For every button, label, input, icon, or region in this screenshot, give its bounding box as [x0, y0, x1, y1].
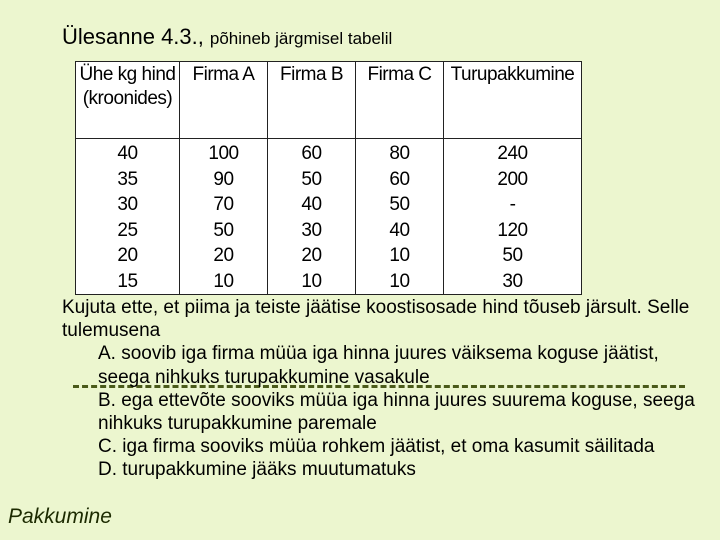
cell-market: -: [444, 192, 582, 218]
cell-firm-c: 40: [356, 218, 444, 244]
header-market-supply: Turupakkumine: [444, 62, 582, 139]
table-header-row: [76, 62, 582, 139]
cell-firm-b: 60: [268, 139, 356, 167]
cell-market: 30: [444, 269, 582, 295]
cell-firm-a: 100: [180, 139, 268, 167]
cell-market: 50: [444, 243, 582, 269]
cell-price: 15: [76, 269, 180, 295]
table-row: [76, 218, 582, 244]
option-b: B. ega ettevõte sooviks müüa iga hinna juures suurema koguse, seega nihkuks turupakkumine paremale: [98, 389, 695, 435]
cell-market: 120: [444, 218, 582, 244]
cell-firm-b: 40: [268, 192, 356, 218]
cell-price: 25: [76, 218, 180, 244]
header-price: Ühe kg hind (kroonides): [76, 62, 180, 139]
option-d: D. turupakkumine jääks muutumatuks: [98, 459, 416, 481]
supply-table: [75, 61, 582, 295]
cell-price: 20: [76, 243, 180, 269]
cell-price: 30: [76, 192, 180, 218]
slide-title: [62, 24, 392, 50]
task-number: Ülesanne 4.3.,: [62, 24, 204, 49]
cell-firm-b: 30: [268, 218, 356, 244]
task-subtitle: põhineb järgmisel tabelil: [209, 29, 393, 48]
cell-price: 35: [76, 167, 180, 193]
slide-footer: Pakkumine: [8, 505, 112, 528]
header-firm-b: Firma B: [268, 62, 356, 139]
header-firm-c: Firma C: [356, 62, 444, 139]
table-row: [76, 269, 582, 295]
option-c: C. iga firma sooviks müüa rohkem jäätist, et oma kasumit säilitada: [98, 436, 655, 458]
cell-market: 240: [444, 139, 582, 167]
cell-price: 40: [76, 139, 180, 167]
header-firm-a: Firma A: [180, 62, 268, 139]
table-row: [76, 243, 582, 269]
table-row: [76, 139, 582, 167]
cell-firm-b: 10: [268, 269, 356, 295]
cell-firm-a: 20: [180, 243, 268, 269]
cell-firm-a: 50: [180, 218, 268, 244]
cell-firm-a: 10: [180, 269, 268, 295]
cell-firm-b: 50: [268, 167, 356, 193]
cell-firm-c: 60: [356, 167, 444, 193]
table-row: [76, 192, 582, 218]
option-a: A. soovib iga firma müüa iga hinna juures väiksema koguse jäätist, seega nihkuks turupakkumine vasakule: [98, 343, 659, 388]
cell-firm-c: 10: [356, 243, 444, 269]
question-intro: Kujuta ette, et piima ja teiste jäätise koostisosade hind tõuseb järsult. Selle tulemusena: [62, 297, 690, 342]
question-block: [62, 296, 702, 482]
cell-market: 200: [444, 167, 582, 193]
cell-firm-c: 80: [356, 139, 444, 167]
cell-firm-c: 10: [356, 269, 444, 295]
cell-firm-b: 20: [268, 243, 356, 269]
cell-firm-c: 50: [356, 192, 444, 218]
cell-firm-a: 70: [180, 192, 268, 218]
cell-firm-a: 90: [180, 167, 268, 193]
table-row: [76, 167, 582, 193]
